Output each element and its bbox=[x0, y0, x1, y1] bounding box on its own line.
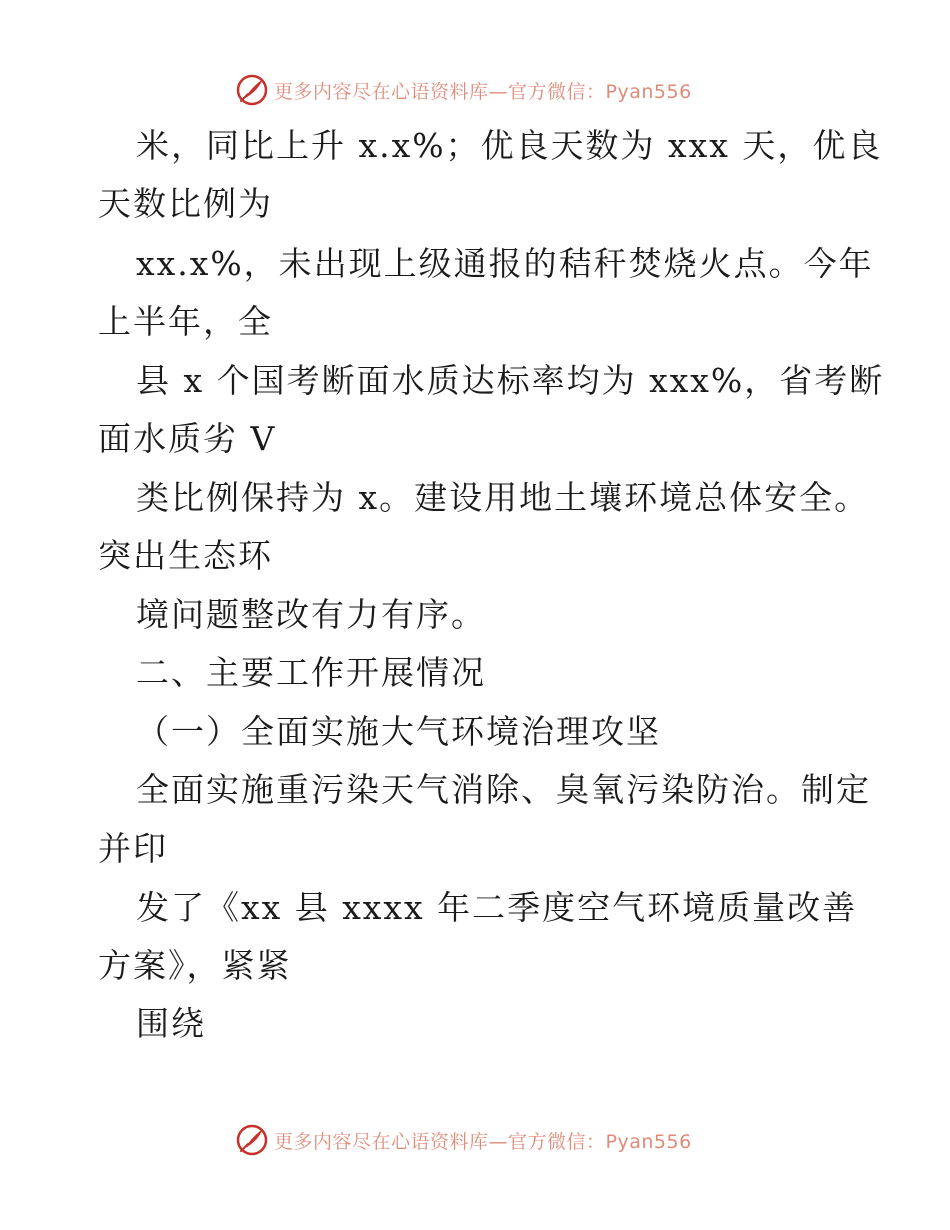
body-line-2: 天数比例为 bbox=[98, 184, 273, 223]
subsection-heading: （一）全面实施大气环境治理攻坚 bbox=[136, 712, 661, 751]
body-line-4: 上半年，全 bbox=[98, 302, 273, 341]
body-line-13: 并印 bbox=[98, 829, 168, 868]
body-line-14: 发了《xx 县 xxxx 年二季度空气环境质量改善 bbox=[136, 888, 858, 927]
header-banner bbox=[236, 72, 692, 108]
section-heading: 二、主要工作开展情况 bbox=[136, 653, 486, 692]
body-line-7: 类比例保持为 x。建设用地土壤环境总体安全。 bbox=[136, 478, 870, 517]
body-line-6: 面水质劣 V bbox=[98, 419, 277, 458]
footer-banner bbox=[236, 1122, 692, 1158]
body-line-3: xx.x%，未出现上级通报的秸秆焚烧火点。今年 bbox=[136, 244, 874, 283]
body-line-9: 境问题整改有力有序。 bbox=[136, 595, 486, 634]
body-line-8: 突出生态环 bbox=[98, 536, 273, 575]
header-banner-text: 更多内容尽在心语资料库—官方微信：Pyan556 bbox=[274, 80, 692, 103]
body-line-1: 米，同比上升 x.x%；优良天数为 xxx 天，优良 bbox=[136, 126, 883, 165]
body-line-16: 围绕 bbox=[136, 1004, 206, 1043]
body-line-15: 方案》，紧紧 bbox=[98, 946, 292, 985]
feather-pen-logo-icon bbox=[236, 1124, 268, 1156]
body-line-12: 全面实施重污染天气消除、臭氧污染防治。制定 bbox=[136, 770, 871, 809]
feather-pen-logo-icon bbox=[236, 74, 268, 106]
body-line-5: 县 x 个国考断面水质达标率均为 xxx%，省考断 bbox=[136, 361, 885, 400]
footer-banner-text: 更多内容尽在心语资料库—官方微信：Pyan556 bbox=[274, 1130, 692, 1153]
